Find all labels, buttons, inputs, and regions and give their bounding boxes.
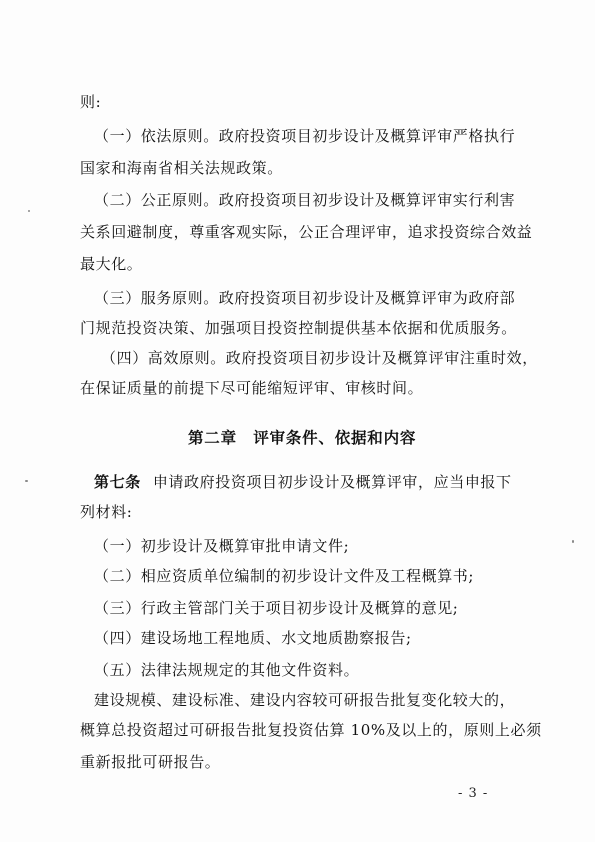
- principle-2-line-2: 关系回避制度，尊重客观实际，公正合理评审，追求投资综合效益: [80, 223, 533, 241]
- page-number: - 3 -: [458, 786, 489, 801]
- closing-line-3: 重新报批可研报告。: [80, 753, 221, 771]
- principle-4-line-2: 在保证质量的前提下尽可能缩短评审、审核时间。: [80, 379, 424, 397]
- principle-2-line-1: （二）公正原则。政府投资项目初步设计及概算评审实行利害: [94, 191, 516, 209]
- intro-text: 则:: [80, 93, 102, 111]
- material-item: （五）法律法规规定的其他文件资料。: [94, 661, 360, 679]
- article-7-label: 第七条: [94, 473, 141, 491]
- material-item: （一）初步设计及概算审批申请文件;: [94, 537, 350, 555]
- principle-3-line-1: （三）服务原则。政府投资项目初步设计及概算评审为政府部: [94, 289, 516, 307]
- scan-speck: [28, 210, 30, 212]
- scan-speck: [25, 480, 28, 482]
- material-item: （二）相应资质单位编制的初步设计文件及工程概算书;: [94, 567, 475, 585]
- closing-line-2: 概算总投资超过可研报告批复投资估算 10%及以上的，原则上必须: [80, 721, 542, 739]
- scan-speck: [572, 540, 574, 543]
- chapter-title: 第二章 评审条件、依据和内容: [188, 428, 417, 447]
- closing-line-1: 建设规模、建设标准、建设内容较可研报告批复变化较大的，: [94, 691, 516, 709]
- article-7-line-2: 列材料:: [80, 503, 133, 521]
- article-7-text: 申请政府投资项目初步设计及概算评审，应当申报下: [152, 473, 512, 491]
- principle-3-line-2: 门规范投资决策、加强项目投资控制提供基本依据和优质服务。: [80, 319, 517, 337]
- principle-1-line-2: 国家和海南省相关法规政策。: [80, 159, 283, 177]
- principle-2-line-3: 最大化。: [80, 255, 143, 273]
- article-7-line-1: [94, 472, 512, 492]
- principle-1-line-1: （一）依法原则。政府投资项目初步设计及概算评审严格执行: [94, 127, 516, 145]
- material-item: （四）建设场地工程地质、水文地质勘察报告;: [94, 629, 412, 647]
- material-item: （三）行政主管部门关于项目初步设计及概算的意见;: [94, 599, 459, 617]
- principle-4-line-1: （四）高效原则。政府投资项目初步设计及概算评审注重时效，: [101, 349, 538, 367]
